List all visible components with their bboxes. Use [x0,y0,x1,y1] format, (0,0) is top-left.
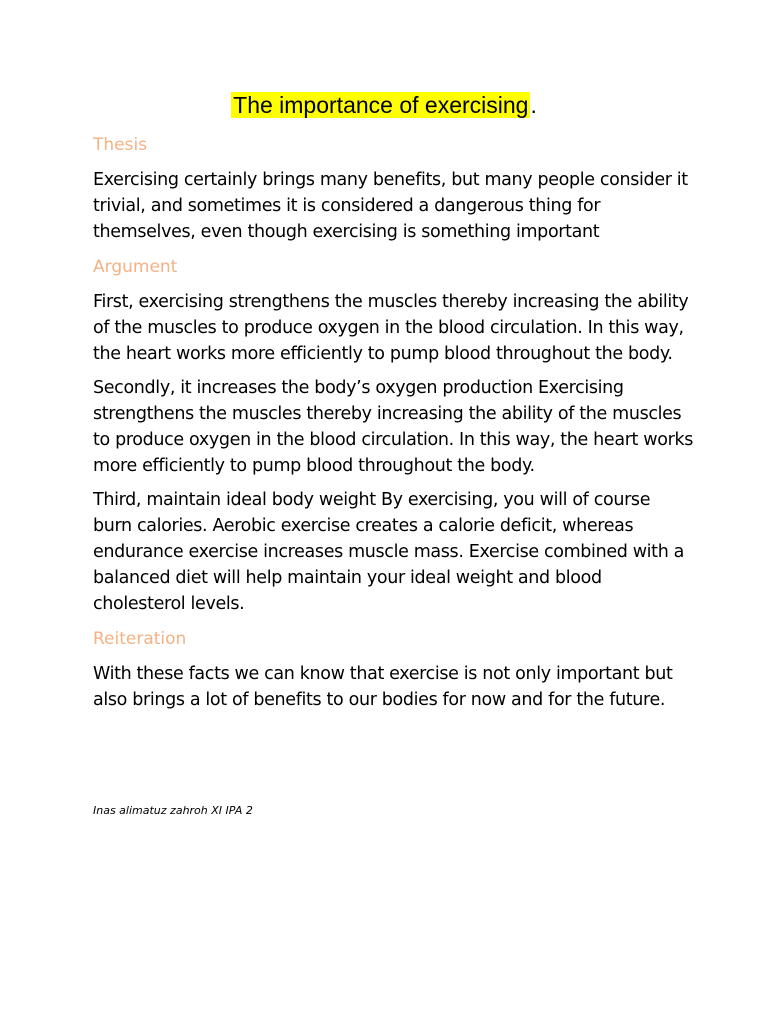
document-title [0,90,768,120]
heading-argument: Argument [93,257,178,277]
heading-reiteration: Reiteration [93,629,187,649]
title-highlighted-text: The importance of exercising [233,92,529,118]
argument-paragraph-3: Third, maintain ideal body weight By exercising, you will of course burn calories. Aerobic exercise creates a calorie deficit, whereas endurance exercise increases muscle mass. Exercise combined with a balanced diet will help maintain your ideal weight and blood cholesterol levels. [93,490,685,614]
section-argument [93,255,693,617]
section-reiteration [93,627,693,713]
argument-paragraph-1: First, exercising strengthens the muscles thereby increasing the ability of the muscles to produce oxygen in the blood circulation. In this way, the heart works more efficiently to pump blood throughout the body. [93,292,689,364]
author-signature: Inas alimatuz zahroh XI IPA 2 [93,804,253,817]
argument-paragraph-2: Secondly, it increases the body’s oxygen production Exercising strengthens the muscles thereby increasing the ability of the muscles to produce oxygen in the blood circulation. In this way, the heart works more efficiently to pump blood throughout the body. [93,378,693,476]
thesis-paragraph: Exercising certainly brings many benefits, but many people consider it trivial, and sometimes it is considered a dangerous thing for themselves, even though exercising is something important [93,170,688,242]
heading-thesis: Thesis [93,135,148,155]
title-period: . [530,92,537,118]
reiteration-paragraph: With these facts we can know that exercise is not only important but also brings a lot of benefits to our bodies for now and for the future. [93,664,673,710]
section-thesis [93,133,693,245]
document-body [93,133,693,721]
